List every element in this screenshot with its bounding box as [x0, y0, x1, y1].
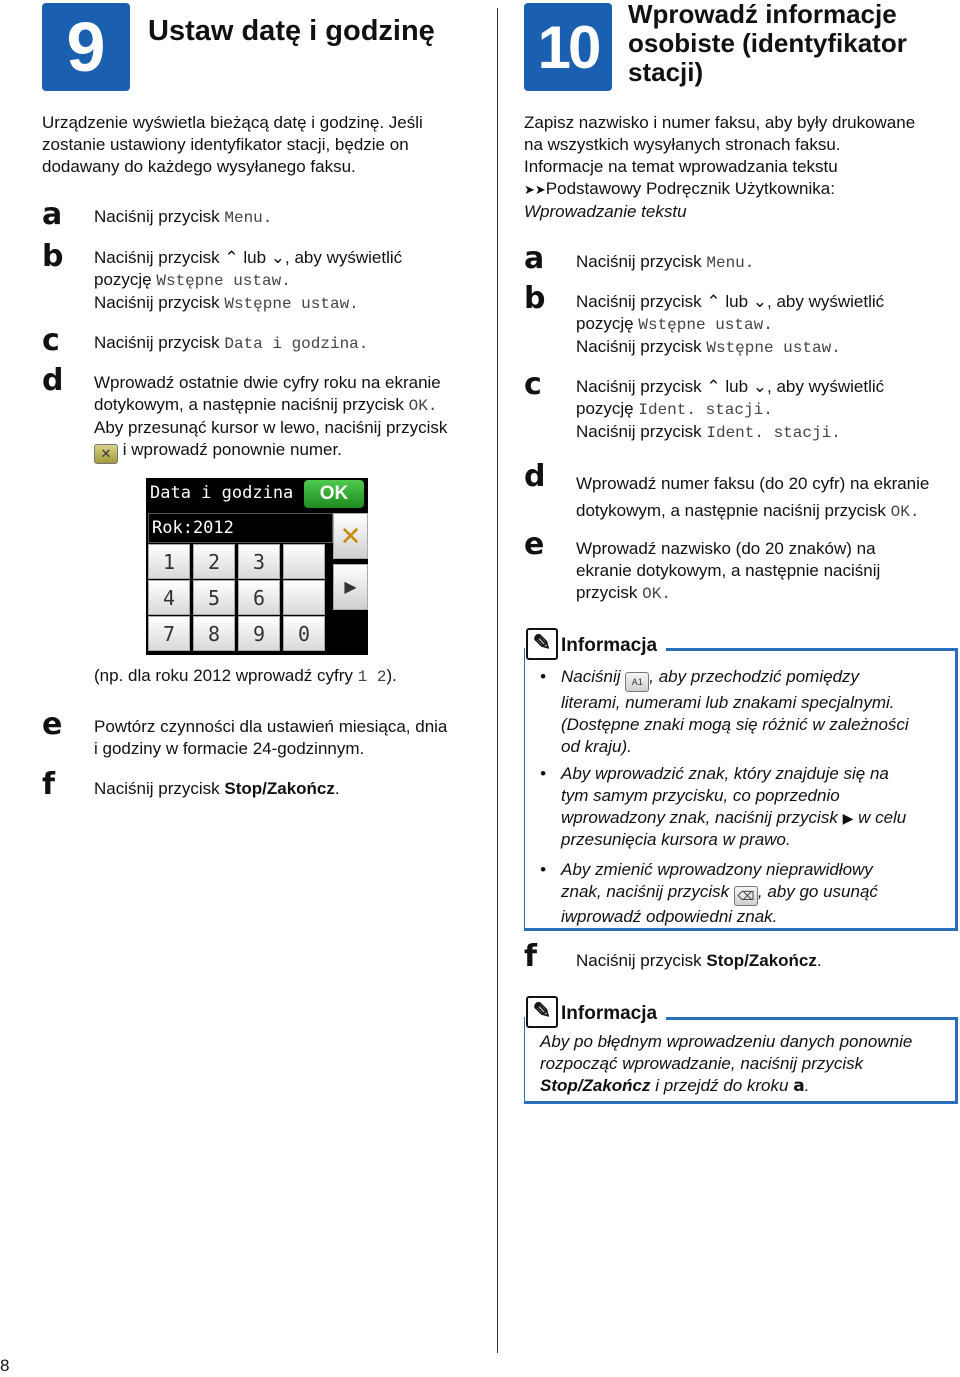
instruction-text: Wprowadź ostatnie dwie cyfry roku na ekranie dotykowym, a następnie naciśnij przycisk OK. Aby przesunąć kursor w lewo, naciśnij przycisk ✕ i wprowadź ponownie numer.: [94, 372, 447, 464]
note-heading: Informacja: [561, 1003, 658, 1024]
column-divider: [497, 8, 498, 1353]
key-4[interactable]: 4: [148, 580, 190, 615]
key-blank: [283, 580, 325, 615]
key-blank: [283, 544, 325, 579]
step-letter: f: [42, 767, 56, 802]
backspace-icon: ⌫: [734, 886, 758, 906]
note-bullet-text: Aby zmienić wprowadzony nieprawidłowy znak, naciśnij przycisk ⌫ , aby go usunąć iwprowadź odpowiedni znak.: [561, 860, 878, 926]
instruction-text: Naciśnij przycisk Menu.: [94, 207, 273, 227]
chevron-down-icon: ⌄: [752, 292, 767, 311]
step-number-badge: 9: [42, 3, 130, 91]
note-text: Aby po błędnym wprowadzeniu danych ponownie rozpocząć wprowadzanie, naciśnij przycisk Stop/Zakończ i przejdź do kroku a.: [540, 1032, 913, 1096]
step-letter: c: [42, 323, 60, 358]
backspace-x-button[interactable]: ✕: [333, 513, 368, 559]
note-bullet: •: [540, 860, 546, 879]
key-9[interactable]: 9: [238, 616, 280, 651]
step-letter: e: [42, 707, 63, 742]
x-button-icon: ✕: [94, 444, 118, 464]
reference-arrows-icon: ➤➤: [524, 182, 546, 197]
instruction-text: Naciśnij przycisk ⌃ lub ⌄, aby wyświetlić pozycję Wstępne ustaw. Naciśnij przycisk Wstępne ustaw.: [576, 292, 885, 357]
instruction-text: Naciśnij przycisk Data i godzina.: [94, 333, 369, 353]
note-icon: ✎: [526, 996, 558, 1028]
step-letter: b: [524, 281, 546, 316]
example-caption: (np. dla roku 2012 wprowadź cyfry 1 2).: [94, 666, 397, 686]
instruction-text: Naciśnij przycisk Menu.: [576, 252, 755, 272]
chevron-down-icon: ⌄: [752, 377, 767, 396]
instruction-text: Naciśnij przycisk ⌃ lub ⌄, aby wyświetlić pozycję Wstępne ustaw. Naciśnij przycisk Wstępne ustaw.: [94, 248, 403, 313]
intro-text: Zapisz nazwisko i numer faksu, aby były drukowane na wszystkich wysyłanych stronach faksu. Informacje na temat wprowadzania tekstu ➤➤Podstawowy Podręcznik Użytkownika: Wprowadzanie tekstu: [524, 113, 916, 221]
arrow-right-icon: ▶: [842, 810, 854, 826]
instruction-text: Wprowadź nazwisko (do 20 znaków) na ekranie dotykowym, a następnie naciśnij przycisk OK.: [576, 539, 881, 603]
instruction-text: Naciśnij przycisk Stop/Zakończ.: [94, 779, 340, 798]
step-letter: d: [524, 459, 546, 494]
note-bullet: •: [540, 667, 546, 686]
note-bullet: •: [540, 764, 546, 783]
step-letter: e: [524, 527, 545, 562]
step-letter: f: [524, 939, 538, 974]
chevron-up-icon: ⌃: [224, 248, 239, 267]
chevron-up-icon: ⌃: [706, 377, 721, 396]
step-number-badge: 10: [524, 3, 612, 91]
step-letter: c: [524, 367, 542, 402]
note-heading: Informacja: [561, 635, 658, 656]
cursor-right-button[interactable]: ▶: [333, 564, 368, 610]
year-field[interactable]: Rok:2012: [148, 513, 333, 543]
note-icon: ✎: [526, 628, 558, 660]
instruction-text: Naciśnij przycisk Stop/Zakończ.: [576, 951, 822, 970]
key-5[interactable]: 5: [193, 580, 235, 615]
mode-switch-button-icon: A1: [625, 672, 649, 692]
page-number: 8: [0, 1356, 10, 1375]
chevron-up-icon: ⌃: [706, 292, 721, 311]
note-top-rule: [666, 1017, 957, 1020]
instruction-text: Naciśnij przycisk ⌃ lub ⌄, aby wyświetlić pozycję Ident. stacji. Naciśnij przycisk Ident. stacji.: [576, 377, 885, 442]
step-letter: b: [42, 239, 64, 274]
lcd-screen: [146, 478, 368, 655]
note-bullet-text: Naciśnij A1 , aby przechodzić pomiędzy literami, numerami lub znakami specjalnymi. (Dostępne znaki mogą się różnić w zależności od kraju).: [561, 667, 909, 756]
key-3[interactable]: 3: [238, 544, 280, 579]
key-1[interactable]: 1: [148, 544, 190, 579]
chevron-down-icon: ⌄: [270, 248, 285, 267]
step-letter: d: [42, 363, 64, 398]
step-letter: a: [524, 241, 545, 276]
step-letter: a: [42, 197, 63, 232]
note-top-rule: [666, 648, 957, 651]
step-title: Wprowadź informacje osobiste (identyfikator stacji): [628, 0, 907, 87]
key-0[interactable]: 0: [283, 616, 325, 651]
key-7[interactable]: 7: [148, 616, 190, 651]
ok-button[interactable]: OK: [304, 480, 364, 508]
key-6[interactable]: 6: [238, 580, 280, 615]
instruction-text: Wprowadź numer faksu (do 20 cyfr) na ekranie dotykowym, a następnie naciśnij przycisk OK.: [576, 474, 930, 521]
note-bullet-text: Aby wprowadzić znak, który znajduje się na tym samym przycisku, co poprzednio wprowadzony znak, naciśnij przycisk ▶ w celu przesunięcia kursora w prawo.: [561, 764, 907, 849]
lcd-header: Data i godzina: [150, 483, 294, 503]
key-8[interactable]: 8: [193, 616, 235, 651]
instruction-text: Powtórz czynności dla ustawień miesiąca, dnia i godziny w formacie 24-godzinnym.: [94, 717, 448, 758]
step-title: Ustaw datę i godzinę: [148, 15, 435, 47]
intro-text: Urządzenie wyświetla bieżącą datę i godzinę. Jeśli zostanie ustawiony identyfikator stacji, będzie on dodawany do każdego wysyłanego faksu.: [42, 113, 423, 176]
key-2[interactable]: 2: [193, 544, 235, 579]
